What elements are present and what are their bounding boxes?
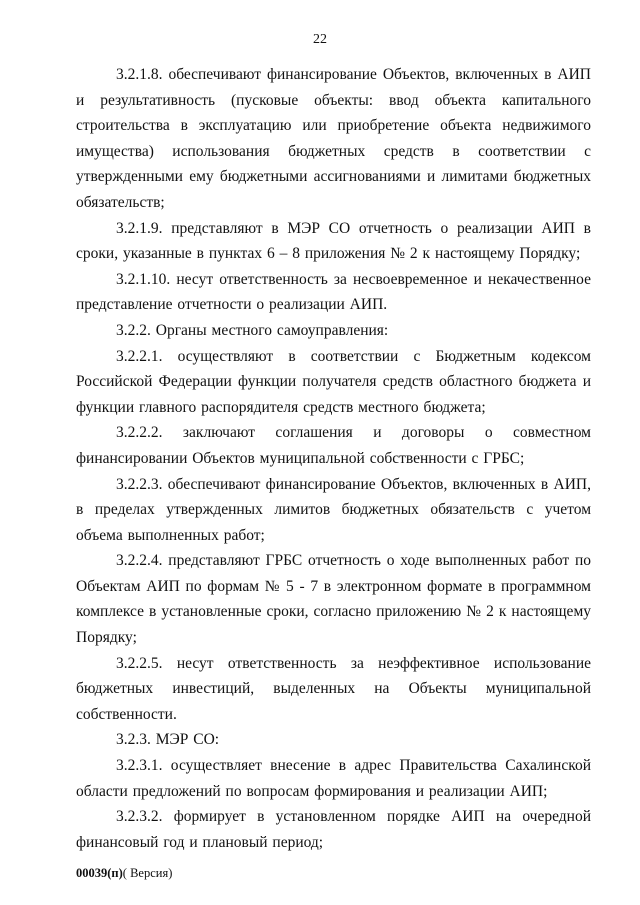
paragraph-3-2-2-5: 3.2.2.5. несут ответственность за неэффективное использование бюджетных инвестиций, выделенных на Объекты муниципальной собственности. — [76, 654, 591, 723]
paragraph-3-2-1-10: 3.2.1.10. несут ответственность за несвоевременное и некачественное представление отчетности о реализации АИП. — [76, 270, 591, 314]
paragraph-3-2-2: 3.2.2. Органы местного самоуправления: — [116, 321, 389, 339]
paragraph-3-2-3-2: 3.2.3.2. формирует в установленном порядке АИП на очередной финансовый год и плановый период; — [76, 808, 591, 851]
paragraph-3-2-3: 3.2.3. МЭР СО: — [116, 731, 220, 749]
paragraph-3-2-2-3: 3.2.2.3. обеспечивают финансирование Объектов, включенных в АИП, в пределах утвержденных лимитов бюджетных обязательств с учетом объема выполненных работ; — [76, 475, 591, 544]
paragraph-3-2-1-9: 3.2.1.9. представляют в МЭР СО отчетность о реализации АИП в сроки, указанные в пунктах 6 – 8 приложения № 2 к настоящему Порядку; — [76, 219, 591, 263]
document-footer — [76, 866, 172, 881]
paragraph-3-2-2-2: 3.2.2.2. заключают соглашения и договоры о совместном финансировании Объектов муниципальной собственности с ГРБС; — [76, 424, 591, 467]
paragraph-3-2-1-8: 3.2.1.8. обеспечивают финансирование Объектов, включенных в АИП и результативность (пусковые объекты: ввод объекта капитального строительства в эксплуатацию или приобретение объекта недвижимого имущества) использования бюджетных средств в соответствии с утвержденными ему бюджетными ассигнованиями и лимитами бюджетных обязательств; — [76, 66, 591, 211]
page-number: 22 — [313, 32, 327, 47]
paragraph-3-2-2-4: 3.2.2.4. представляют ГРБС отчетность о ходе выполненных работ по Объектам АИП по формам № 5 - 7 в электронном формате в программном комплексе в установленные сроки, согласно приложению № 2 к настоящему Порядку; — [76, 552, 591, 647]
document-code: 00039(п) — [76, 866, 123, 880]
paragraph-3-2-2-1: 3.2.2.1. осуществляют в соответствии с Бюджетным кодексом Российской Федерации функции получателя средств областного бюджета и функции главного распорядителя средств местного бюджета; — [76, 347, 591, 416]
document-version: ( Версия) — [122, 866, 173, 880]
document-body — [76, 62, 591, 855]
paragraph-3-2-3-1: 3.2.3.1. осуществляет внесение в адрес Правительства Сахалинской области предложений по вопросам формирования и реализации АИП; — [76, 757, 591, 800]
